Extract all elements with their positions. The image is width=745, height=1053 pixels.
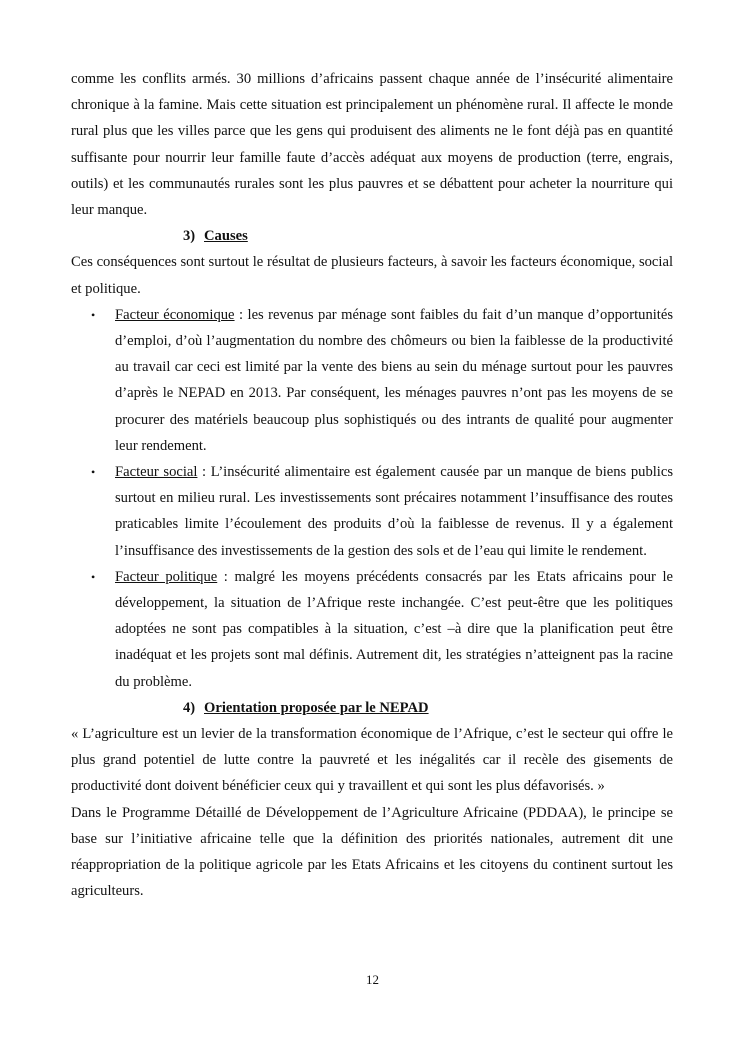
- document-page: [71, 66, 673, 905]
- factor-text: : les revenus par ménage sont faibles du fait d’un manque d’opportunités d’emploi, d’où l’augmentation du nombre des chômeurs ou bien la faiblesse de la productivité au travail car ceci est limité par la vente des biens au sein du ménage surtout pour les pauvres d’après le NEPAD en 2013. Par conséquent, les ménages pauvres n’ont pas les moyens de se procurer des matériels beaucoup plus sophistiqués ou des intrants de qualité pour augmenter leur rendement.: [115, 306, 674, 454]
- bullet-icon: •: [91, 465, 96, 480]
- factor-label: Facteur économique: [115, 306, 235, 323]
- pddaa-paragraph: Dans le Programme Détaillé de Développement de l’Agriculture Africaine (PDDAA), le principe se base sur l’initiative africaine telle que la définition des priorités nationales, autrement dit une réappropriation de la politique agricole par les Etats Africains et les citoyens du continent surtout les agriculteurs.: [71, 804, 673, 900]
- quote-paragraph: « L’agriculture est un levier de la transformation économique de l’Afrique, c’est le secteur qui offre le plus grand potentiel de lutte contre la pauvreté et les inégalités car il recèle des gisements de productivité dont doivent bénéficier ceux qui y travaillent et qui sont les plus défavorisés. »: [71, 726, 673, 795]
- factor-text: : L’insécurité alimentaire est également causée par un manque de biens publics surtout en milieu rural. Les investissements sont précaires notamment l’insuffisance des routes praticables limite l’écoulement des produits d’où la faiblesse de revenus. Il y a également l’insuffisance des investissements de la gestion des sols et de l’eau qui limite le rendement.: [115, 464, 674, 559]
- causes-heading-title: Causes: [204, 228, 248, 245]
- causes-heading-number: 3): [183, 228, 196, 245]
- causes-intro-paragraph: Ces conséquences sont surtout le résultat de plusieurs facteurs, à savoir les facteurs économique, social et politique.: [71, 254, 673, 297]
- bullet-icon: •: [91, 307, 96, 322]
- orientation-heading-title: Orientation proposée par le NEPAD: [204, 699, 429, 716]
- factors-list: [71, 302, 673, 695]
- list-item: [71, 564, 673, 695]
- bullet-icon: •: [91, 569, 96, 584]
- factor-label: Facteur social: [115, 464, 198, 481]
- page-number: 12: [366, 972, 379, 987]
- orientation-heading-number: 4): [183, 699, 196, 716]
- factor-label: Facteur politique: [115, 568, 218, 585]
- list-item: [71, 302, 673, 459]
- orientation-heading: [71, 695, 673, 721]
- list-item: [71, 459, 673, 564]
- factor-text: : malgré les moyens précédents consacrés par les Etats africains pour le développement, la situation de l’Afrique reste inchangée. C’est peut-être que les politiques adoptées ne sont pas compatibles à la situation, c’est –à dire que la planification peut être inadéquat et les projets sont mal définis. Autrement dit, les stratégies n’atteignent pas la racine du problème.: [115, 568, 674, 690]
- causes-heading: [71, 223, 673, 249]
- intro-paragraph: comme les conflits armés. 30 millions d’africains passent chaque année de l’insécurité alimentaire chronique à la famine. Mais cette situation est principalement un phénomène rural. Il affecte le monde rural plus que les villes parce que les gens qui produisent des aliments ne le font déjà pas en quantité suffisante pour nourrir leur famille faute d’accès adéquat aux moyens de production (terre, engrais, outils) et les communautés rurales sont les plus pauvres et se débattent pour acheter la nourriture qui leur manque.: [71, 71, 673, 219]
